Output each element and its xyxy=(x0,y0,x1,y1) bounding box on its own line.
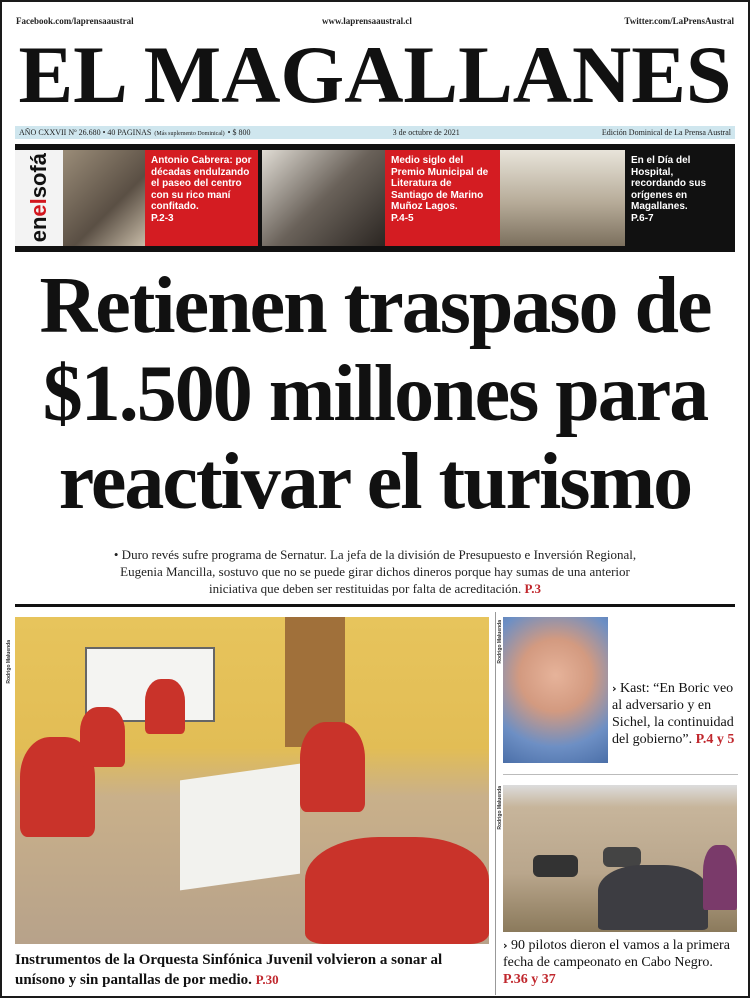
orchestra-photo xyxy=(15,617,489,944)
musician xyxy=(145,679,185,734)
teaser-cabrera[interactable] xyxy=(145,150,258,246)
photo-credit: Rodrigo Maluenda xyxy=(6,640,12,684)
lead-headline[interactable] xyxy=(0,262,750,526)
column-divider xyxy=(495,612,496,995)
page-ref: P.4 y 5 xyxy=(695,732,735,747)
logo-part: sofá xyxy=(26,153,51,199)
musician xyxy=(80,707,125,767)
deck-text: • Duro revés sufre programa de Sernatur. La jefa de la división de Presupuesto e Inversión Regional, Eugenia Mancilla, sostuvo que no se puede girar dichos dineros porque hay sumas de una anterior iniciativa que deben ser restituidas por falta de acreditación. xyxy=(113,547,637,596)
facebook-link[interactable]: Facebook.com/laprensaaustral xyxy=(16,16,134,26)
divider xyxy=(503,774,738,775)
chevron-right-icon: › xyxy=(503,939,508,952)
headline-line: Retienen traspaso de xyxy=(39,262,711,350)
edition: Edición Dominical de La Prensa Austral xyxy=(601,128,731,137)
twitter-link[interactable]: Twitter.com/LaPrensAustral xyxy=(624,16,734,26)
spectator xyxy=(703,845,737,910)
website-link[interactable]: www.laprensaaustral.cl xyxy=(322,16,412,26)
teaser-page: P.2-3 xyxy=(151,212,174,224)
teaser-page: P.4-5 xyxy=(391,212,414,224)
lead-deck xyxy=(95,546,655,597)
logo-part: en xyxy=(26,216,51,243)
en-el-sofa-logo xyxy=(15,150,63,246)
musician xyxy=(300,722,365,812)
orchestra-caption[interactable] xyxy=(15,950,493,990)
teaser-hospital[interactable] xyxy=(625,150,735,246)
teaser-page: P.6-7 xyxy=(631,212,654,224)
photo-credit: Rodrigo Maluenda xyxy=(497,786,503,830)
issue-number: AÑO CXXVII Nº 26.680 • 40 PAGINAS xyxy=(19,128,152,137)
spectators xyxy=(598,865,708,930)
car xyxy=(603,847,641,867)
teaser-text: En el Día del Hospital, recordando sus orígenes en Magallanes. xyxy=(631,155,707,212)
kast-caption[interactable] xyxy=(612,680,738,748)
teaser-text: Antonio Cabrera: por décadas endulzando el paseo del centro con su rico maní confitado. xyxy=(151,155,252,212)
sheet-music xyxy=(180,764,300,891)
page-ref: P.3 xyxy=(524,581,541,596)
car xyxy=(533,855,578,877)
kast-photo xyxy=(503,617,608,763)
teaser-text: Medio siglo del Premio Municipal de Literatura de Santiago de Marino Muñoz Lagos. xyxy=(391,155,489,212)
headline-line: reactivar el turismo xyxy=(58,438,692,526)
race-caption[interactable] xyxy=(503,937,739,988)
price: • $ 800 xyxy=(227,128,251,137)
teaser-literatura[interactable] xyxy=(385,150,500,246)
caption-text: Kast: “En Boric veo al adversario y en Sichel, la continuidad del gobierno”. xyxy=(612,681,734,747)
logo-part: el xyxy=(26,198,51,217)
photo-credit: Rodrigo Maluenda xyxy=(497,620,503,664)
caption-text: Instrumentos de la Orquesta Sinfónica Juvenil volvieron a sonar al unísono y sin pantallas de por medio. xyxy=(15,952,443,988)
race-photo xyxy=(503,785,737,932)
headline-line: $1.500 millones para xyxy=(42,350,708,438)
caption-text: 90 pilotos dieron el vamos a la primera fecha de campeonato en Cabo Negro. xyxy=(503,938,730,970)
cabrera-photo xyxy=(63,150,145,246)
chevron-right-icon: › xyxy=(612,682,617,695)
hospital-photo xyxy=(500,150,625,246)
musician xyxy=(305,837,489,944)
munoz-photo xyxy=(262,150,385,246)
info-bar xyxy=(15,126,735,139)
date: 3 de octubre de 2021 xyxy=(392,128,460,137)
masthead-title: EL MAGALLANES xyxy=(18,29,732,120)
teaser-strip xyxy=(15,144,735,252)
divider xyxy=(15,604,735,607)
issue-note: (Más suplemento Dominical) xyxy=(154,131,225,137)
page-ref: P.36 y 37 xyxy=(503,972,556,987)
page-ref: P.30 xyxy=(255,972,279,987)
